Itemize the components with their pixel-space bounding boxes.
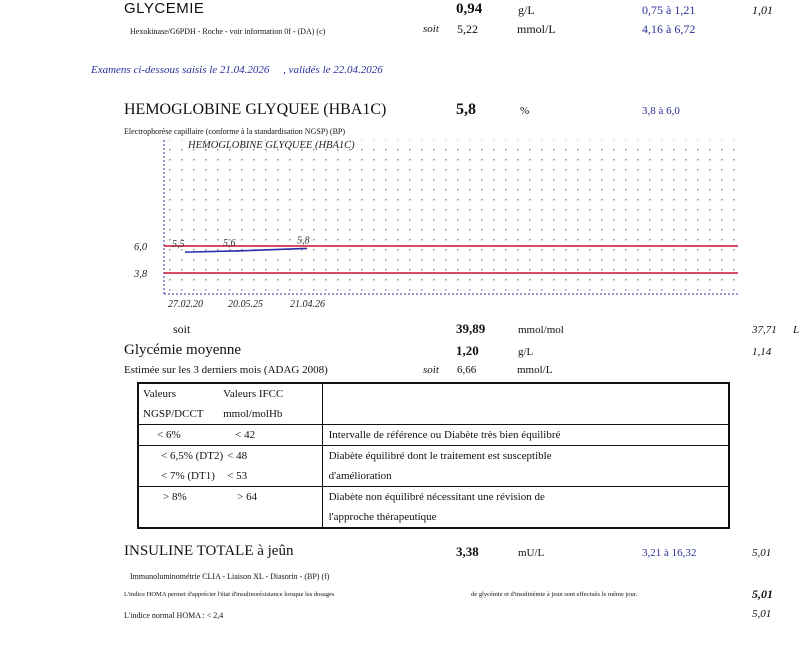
header-ifcc-line1: Valeurs IFCC	[223, 388, 284, 400]
soit-label: soit	[173, 322, 191, 336]
x-tick-label-3: 21.04.26	[290, 299, 325, 310]
header-ifcc-cell	[223, 383, 322, 425]
reference-label-1: 6,0	[134, 242, 148, 253]
insuline-range: 3,21 à 16,32	[642, 547, 697, 559]
row2-ifcc2-text: < 53	[227, 470, 248, 482]
exam-note: Examens ci-dessous saisis le 21.04.2026 , validés le 22.04.2026	[91, 64, 383, 76]
header-ifcc-line2: mmol/molHb	[223, 408, 283, 420]
row2-ngsp2-text: < 7% (DT1)	[161, 470, 215, 482]
homa-normal: L'indice normal HOMA : < 2,4	[124, 611, 224, 620]
glycemie-value: 0,94	[456, 1, 483, 17]
row3-ngsp-text: > 8%	[163, 491, 187, 503]
glycemie-range-mmol: 4,16 à 6,72	[642, 22, 696, 36]
table-row	[138, 425, 729, 446]
reference-table	[137, 382, 730, 529]
data-point-1	[185, 251, 187, 253]
row3-desc	[322, 487, 729, 529]
glycemie-name: GLYCEMIE	[124, 0, 205, 17]
hba1c-method: Electrophorèse capillaire (conforme à la standardisation NGSP) (BP)	[124, 127, 346, 136]
row3-desc2-text: l'approche thérapeutique	[328, 511, 437, 523]
glycemie-unit-mmol: mmol/L	[517, 22, 556, 36]
hba1c-unit: %	[520, 105, 530, 117]
insuline-method: Immunoluminométrie CLIA - Liaison XL - Diasorin - (BP) (f)	[130, 572, 330, 581]
row3-desc-text: Diabète non équilibré nécessitant une révision de	[328, 491, 545, 503]
hba1c-range: 3,8 à 6,0	[642, 105, 680, 117]
row1-desc	[322, 425, 729, 446]
hba1c-chart	[120, 128, 742, 314]
table-row	[138, 446, 729, 487]
homa-note-b: de glycémie et d'insulinémie à jeun sont effectués le même jour.	[471, 591, 638, 598]
hba1c-value: 5,8	[456, 101, 476, 118]
glycemie-moyenne-value: 1,20	[456, 343, 479, 358]
row3-ifcc	[223, 487, 322, 529]
table-header-row	[138, 383, 729, 425]
row2-ifcc-text: < 48	[227, 450, 248, 462]
glycemie-soit: soit	[423, 23, 439, 35]
header-ngsp-cell	[138, 383, 223, 425]
data-point-2	[236, 250, 238, 252]
data-label-2: 5,6	[223, 237, 236, 249]
header-desc-cell	[322, 383, 729, 425]
row3-ngsp	[138, 487, 223, 529]
glycemie-unit: g/L	[518, 3, 535, 17]
data-point-3	[305, 247, 307, 249]
row1-ngsp	[138, 425, 223, 446]
glycemie-value-mmol: 5,22	[457, 22, 478, 36]
chart-title: HEMOGLOBINE GLYQUEE (HBA1C)	[188, 140, 355, 151]
chart-plot-area	[164, 140, 738, 294]
row2-desc	[322, 446, 729, 487]
insuline-name: INSULINE TOTALE à jeûn	[124, 543, 294, 559]
header-ngsp-line2: NGSP/DCCT	[143, 408, 204, 420]
table-row	[138, 487, 729, 529]
data-label-3: 5,8	[297, 235, 310, 247]
row1-ngsp-text: < 6%	[157, 429, 181, 441]
homa-normal-value: 5,01	[752, 608, 772, 620]
row1-ifcc	[223, 425, 322, 446]
soit-previous: 37,71	[752, 324, 777, 336]
glycemie-moyenne-previous: 1,14	[752, 346, 772, 358]
row2-ngsp-text: < 6,5% (DT2)	[161, 450, 224, 462]
row3-ifcc-text: > 64	[237, 491, 258, 503]
row2-desc-text: Diabète équilibré dont le traitement est susceptible	[328, 450, 552, 462]
glycemie-method: Hexokinase/G6PDH - Roche - voir information 0f - (DA) (c)	[130, 27, 326, 36]
row2-ngsp	[138, 446, 223, 487]
glycemie-moyenne-soit: soit	[423, 364, 439, 376]
soit-cut-letter: L	[793, 324, 800, 336]
hba1c-name: HEMOGLOBINE GLYQUEE (HBA1C)	[124, 101, 387, 118]
x-tick-label-2: 20.05.25	[228, 299, 263, 310]
insuline-value: 3,38	[456, 544, 479, 559]
glycemie-moyenne-value-mmol: 6,66	[457, 364, 477, 376]
data-label-1: 5,5	[172, 239, 185, 251]
glycemie-moyenne-name: Glycémie moyenne	[124, 342, 242, 358]
header-ngsp-line1: Valeurs	[143, 388, 176, 400]
soit-value: 39,89	[456, 321, 486, 336]
homa-note-a: L'indice HOMA permet d'apprécier l'état d'insulinorésistance lorsque les dosages	[124, 591, 335, 598]
homa-value: 5,01	[752, 587, 773, 601]
soit-unit: mmol/mol	[518, 324, 564, 336]
insuline-previous: 5,01	[752, 547, 772, 559]
x-tick-label-1: 27.02.20	[168, 299, 203, 310]
row1-desc-text: Intervalle de référence ou Diabète très bien équilibré	[328, 429, 561, 441]
glycemie-moyenne-unit: g/L	[518, 346, 534, 358]
glycemie-previous: 1,01	[752, 3, 773, 17]
insuline-unit: mU/L	[518, 547, 545, 559]
glycemie-range: 0,75 à 1,21	[642, 3, 696, 17]
glycemie-moyenne-unit-mmol: mmol/L	[517, 364, 553, 376]
glycemie-moyenne-note: Estimée sur les 3 derniers mois (ADAG 2008)	[124, 364, 328, 376]
row2-desc2-text: d'amélioration	[328, 470, 392, 482]
row2-ifcc	[223, 446, 322, 487]
row1-ifcc-text: < 42	[235, 429, 256, 441]
reference-label-2: 3,8	[134, 269, 148, 280]
